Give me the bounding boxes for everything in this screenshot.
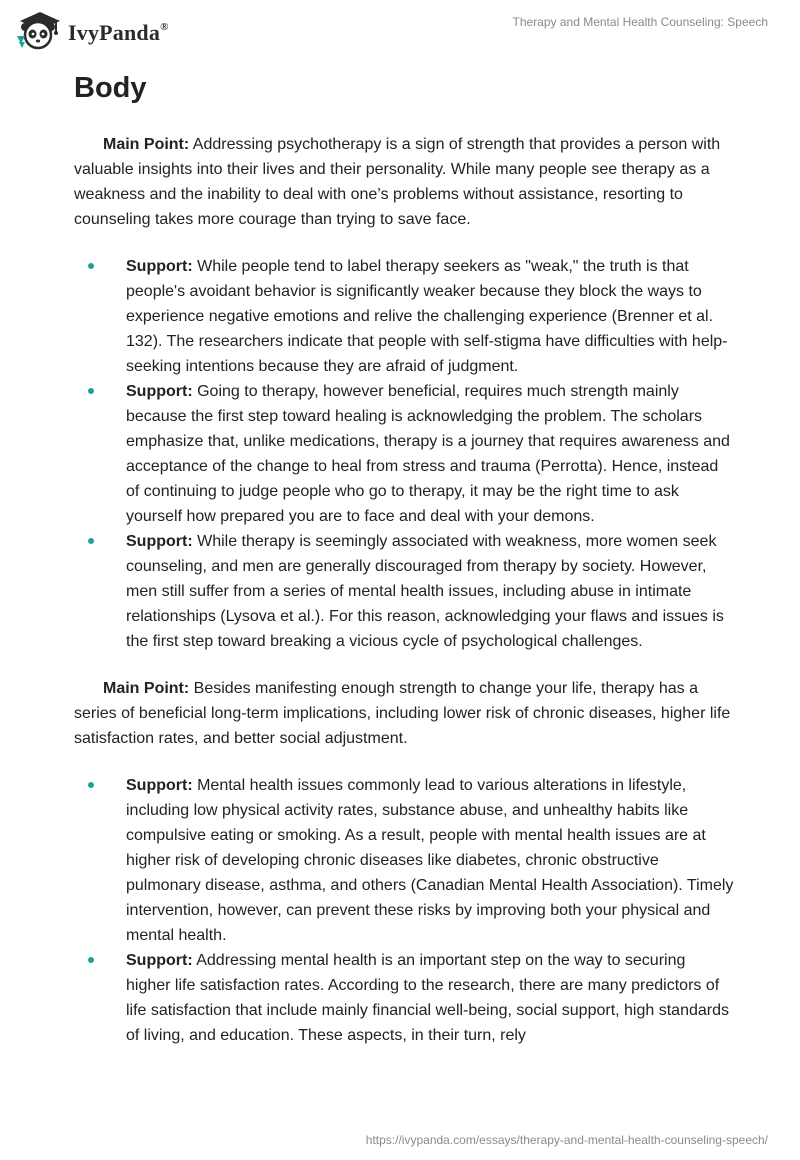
source-url-link[interactable]: https://ivypanda.com/essays/therapy-and-mental-health-counseling-speech/ [365,1133,768,1147]
support-label: Support: [126,258,193,275]
support-label: Support: [126,952,193,969]
support-text: Mental health issues commonly lead to various alterations in lifestyle, including low physical activity rates, substance abuse, and unhealthy habits like compulsive eating or smoking. As a result, people with mental health issues are at higher risk of developing chronic diseases like diabetes, chronic obstructive pulmonary disease, asthma, and others (Canadian Mental Health Association). Timely intervention, however, can prevent these risks by improving both your physical and mental health. [126,777,734,944]
support-item [74,948,734,1048]
bullet-icon [88,957,94,963]
page-header [0,0,800,60]
support-label: Support: [126,777,193,794]
main-point-text: Besides manifesting enough strength to change your life, therapy has a series of beneficial long-term implications, including lower risk of chronic diseases, higher life satisfaction rates, and better social adjustment. [74,680,731,747]
support-item [74,773,734,948]
essay-content [74,132,734,1070]
main-point-label: Main Point: [103,136,190,153]
panda-graduate-icon [14,10,62,55]
bullet-icon [88,782,94,788]
support-label: Support: [126,383,193,400]
main-point-text: Addressing psychotherapy is a sign of strength that provides a person with valuable insights into their lives and their personality. While many people see therapy as a weakness and the inability to deal with one’s problems without assistance, resorting to counseling takes more courage than trying to save face. [74,136,721,228]
brand-logo[interactable] [14,10,169,55]
support-list [74,773,734,1048]
bullet-icon [88,538,94,544]
bullet-icon [88,263,94,269]
main-point-paragraph [74,132,734,232]
support-text: Going to therapy, however beneficial, requires much strength mainly because the first step toward healing is acknowledging the problem. The scholars emphasize that, unlike medications, therapy is a journey that requires awareness and acceptance of the change to heal from stress and trauma (Perrotta). Hence, instead of continuing to judge people who go to therapy, it may be the right time to ask yourself how prepared you are to face and deal with your demons. [126,383,730,525]
bullet-icon [88,388,94,394]
main-point-label: Main Point: [103,680,190,697]
support-text: While people tend to label therapy seekers as "weak," the truth is that people's avoidant behavior is significantly weaker because they block the ways to experience negative emotions and relive the challenging experience (Brenner et al. 132). The researchers indicate that people with self-stigma have difficulties with help-seeking intentions because they are afraid of judgment. [126,258,728,375]
support-label: Support: [126,533,193,550]
support-item [74,529,734,654]
document-title: Therapy and Mental Health Counseling: Speech [512,15,768,29]
brand-name: IvyPanda® [68,19,169,45]
support-list [74,254,734,654]
support-item [74,379,734,529]
support-text: Addressing mental health is an important step on the way to securing higher life satisfaction rates. According to the research, there are many predictors of life satisfaction that include mainly financial well-being, social support, high standards of living, and education. These aspects, in their turn, rely [126,952,729,1044]
main-point-paragraph [74,676,734,751]
support-text: While therapy is seemingly associated with weakness, more women seek counseling, and men are generally discouraged from therapy by society. However, men still suffer from a series of mental health issues, including abuse in intimate relationships (Lysova et al.). For this reason, acknowledging your flaws and issues is the first step toward breaking a vicious cycle of psychological challenges. [126,533,724,650]
support-item [74,254,734,379]
section-title: Body [74,72,147,104]
